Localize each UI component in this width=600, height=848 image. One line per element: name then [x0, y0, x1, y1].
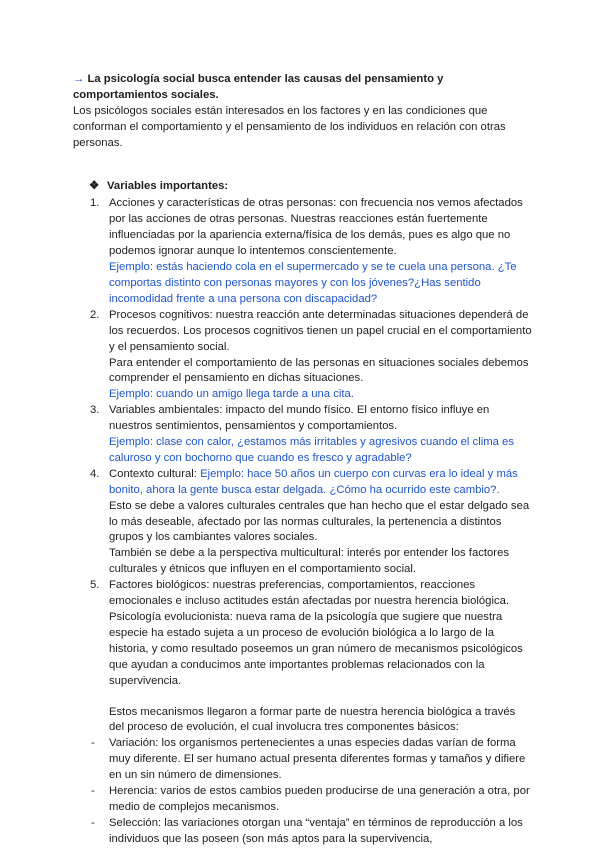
item-text-3: Estos mecanismos llegaron a formar parte de nuestra herencia biológica a través del proceso de evolución, el cual involucra tres componentes básicos: [109, 705, 516, 734]
variables-title: Variables importantes: [107, 179, 229, 192]
list-item [73, 403, 533, 467]
dash-bullet: - [91, 785, 95, 798]
item-example: Ejemplo: cuando un amigo llega tarde a una cita. [109, 388, 354, 401]
item-text-2: Psicología evolucionista: nueva rama de la psicología que sugiere que nuestra especie ha estado sujeta a un proceso de evolución biológica a lo largo de la historia, y como resultado poseemos un gran número de mecanismos psicológicos que ayudan a conducimos ante importantes problemas relacionados con la supervivencia. [109, 611, 523, 687]
diamond-bullet-icon: ❖ [89, 179, 100, 192]
arrow-icon: → [73, 73, 85, 85]
item-text: Variables ambientales: impacto del mundo físico. El entorno físico influye en nuestros sentimientos, pensamientos y comportamientos. [109, 404, 490, 433]
item-example: Ejemplo: hace 50 años un cuerpo con curvas era lo ideal y más bonito, ahora la gente busca estar delgada. ¿Cómo ha ocurrido este cambio?. [109, 467, 518, 496]
item-number: 2. [90, 308, 100, 321]
component-text: Herencia: varios de estos cambios pueden producirse de una generación a otra, por medio de complejos mecanismos. [109, 785, 530, 813]
item-lead: Contexto cultural: [109, 467, 201, 480]
item-text: Procesos cognitivos: nuestra reacción ante determinadas situaciones dependerá de los recuerdos. Los procesos cognitivos tienen un papel crucial en el comportamiento y el pensamiento social. [109, 308, 532, 353]
list-item [73, 308, 533, 403]
variables-list [73, 196, 533, 736]
document-page [73, 72, 533, 848]
item-example: Ejemplo: clase con calor, ¿estamos más irritables y agresivos cuando el clima es caluroso y con bochorno que cuando es fresco y agradable? [109, 436, 514, 464]
item-lead-line [109, 467, 533, 499]
component-item [73, 736, 533, 784]
component-item [73, 816, 533, 848]
item-number: 5. [90, 579, 100, 592]
item-example: Ejemplo: estás haciendo cola en el supermercado y se te cuela una persona. ¿Te comportas distinto con personas mayores y con los jóvenes?¿Has sentido incomodidad frente a una persona con discapacidad? [109, 261, 517, 305]
components-list [73, 736, 533, 847]
list-item [73, 578, 533, 736]
component-item [73, 784, 533, 816]
item-text: Acciones y características de otras personas: con frecuencia nos vemos afectados por las acciones de otras personas. Nuestras reacciones están fuertemente influenciadas por la apariencia externa/física de los demás, pues es algo que no podemos ignorar aunque lo intentemos conscientemente. [109, 197, 523, 258]
list-item [73, 196, 533, 307]
item-text: Factores biológicos: nuestras preferencias, comportamientos, reacciones emocionales e incluso actitudes están afectadas por nuestra herencia biológica. [109, 579, 510, 608]
section-heading [73, 72, 533, 104]
item-number: 1. [90, 197, 100, 210]
item-text: Esto se debe a valores culturales centrales que han hecho que el estar delgado sea lo más deseable, afectado por las normas culturales, la pertenencia a distintos grupos y los cambiantes valores sociales. [109, 499, 530, 544]
dash-bullet: - [91, 737, 95, 750]
dash-bullet: - [91, 816, 95, 829]
component-text: Variación: los organismos pertenecientes a unas especies dadas varían de forma muy diferente. El ser humano actual presenta diferentes formas y tamaños y difiere en un sin número de dimensiones. [109, 737, 526, 782]
variables-heading [89, 179, 533, 195]
item-text-2: Para entender el comportamiento de las personas en situaciones sociales debemos comprender el pensamiento en dichas situaciones. [109, 356, 529, 385]
intro-paragraph: Los psicólogos sociales están interesados en los factores y en las condiciones que conforman el comportamiento y el pensamiento de los individuos en relación con otras personas. [73, 104, 506, 149]
heading-text: La psicología social busca entender las causas del pensamiento y comportamientos sociales. [73, 73, 444, 101]
item-text-2: También se debe a la perspectiva multicultural: interés por entender los factores culturales y étnicos que influyen en el comportamiento social. [109, 547, 509, 576]
list-item [73, 467, 533, 578]
item-number: 3. [90, 404, 100, 417]
item-number: 4. [90, 467, 100, 480]
component-text: Selección: las variaciones otorgan una “ventaja” en términos de reproducción a los individuos que las poseen (son más aptos para la supervivencia, [109, 816, 523, 845]
